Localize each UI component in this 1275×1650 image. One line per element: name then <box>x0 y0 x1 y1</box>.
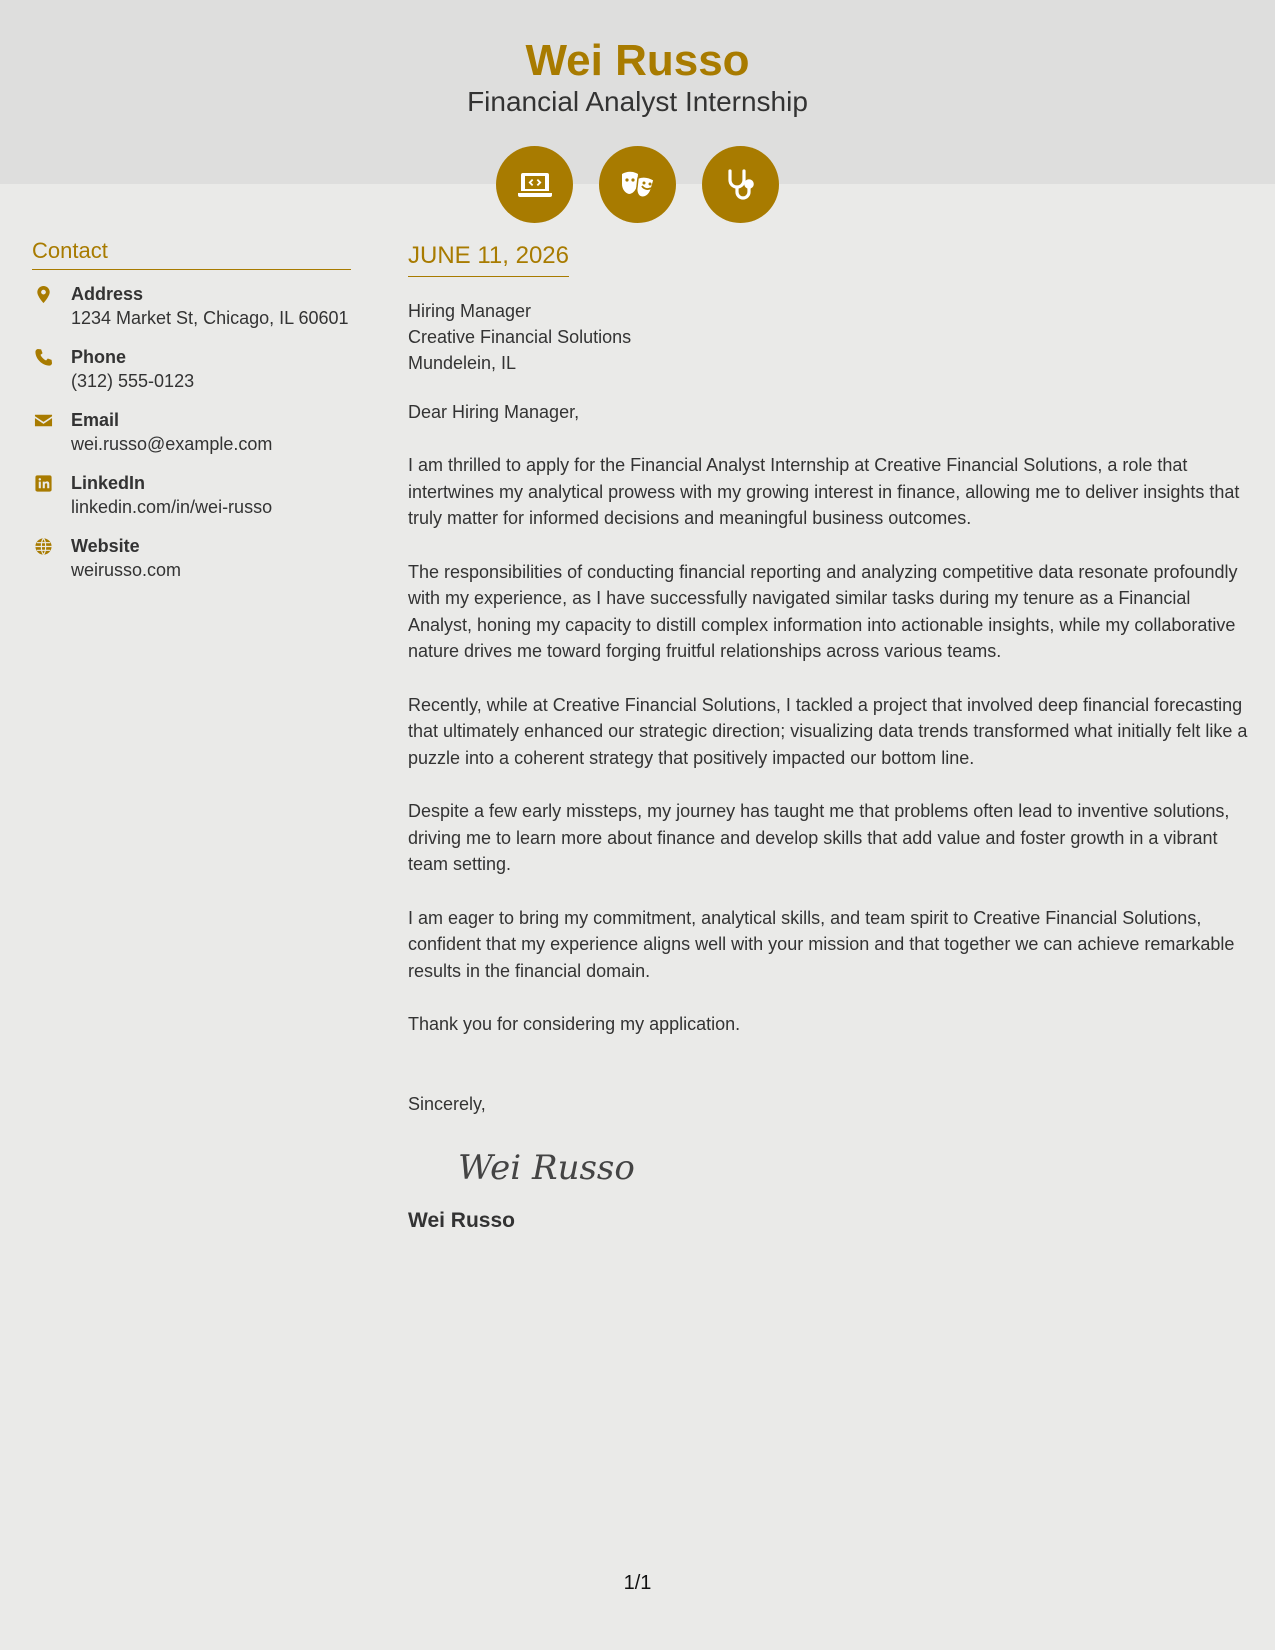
recipient-block <box>408 298 1253 376</box>
contact-label: Phone <box>71 347 127 367</box>
contact-value: wei.russo@example.com <box>71 434 273 454</box>
letter-paragraph: I am eager to bring my commitment, analytical skills, and team spirit to Creative Financial Solutions, confident that my experience aligns well with your mission and that together we can achieve remarkable results in the financial domain. <box>408 907 1235 981</box>
envelope-icon <box>34 411 53 430</box>
letter-paragraph: I am thrilled to apply for the Financial Analyst Internship at Creative Financial Solutions, a role that intertwines my analytical prowess with my growing interest in finance, allowing me to deliver insights that truly matter for informed decisions and meaningful business outcomes. <box>408 455 1240 528</box>
linkedin-icon <box>34 474 53 493</box>
recipient-line: Hiring Manager <box>408 301 532 321</box>
letter-paragraph: The responsibilities of conducting financial reporting and analyzing competitive data resonate profoundly with my experience, as I have successfully navigated similar tasks during my tenure as a Financial Analyst, honing my capacity to distill complex information into actionable insights, while my collaborative nature drives me toward forging fruitful relationships across various teams. <box>408 561 1238 661</box>
salutation: Dear Hiring Manager, <box>408 402 580 422</box>
contact-phone <box>32 345 351 393</box>
contact-label: LinkedIn <box>71 473 146 493</box>
stethoscope-icon <box>702 146 779 223</box>
contact-value: linkedin.com/in/wei-russo <box>71 497 273 517</box>
laptop-code-icon <box>496 146 573 223</box>
contact-value: weirusso.com <box>71 560 182 580</box>
letter-date: JUNE 11, 2026 <box>408 242 569 277</box>
contact-label: Email <box>71 410 120 430</box>
letter-paragraph: Recently, while at Creative Financial Solutions, I tackled a project that involved deep financial forecasting that ultimately enhanced our strategic direction; visualizing data trends transformed what initially felt like a puzzle into a coherent strategy that positively impacted our bottom line. <box>408 694 1248 768</box>
recipient-line: Mundelein, IL <box>408 353 517 373</box>
interest-icons <box>496 146 779 223</box>
recipient-line: Creative Financial Solutions <box>408 327 632 347</box>
contact-linkedin <box>32 471 351 519</box>
contact-value: (312) 555-0123 <box>71 371 195 391</box>
globe-icon <box>34 537 53 556</box>
page-number: 1/1 <box>623 1572 652 1594</box>
phone-icon <box>34 348 53 367</box>
contact-address <box>32 282 351 330</box>
contact-email <box>32 408 351 456</box>
theater-masks-icon <box>599 146 676 223</box>
job-title: Financial Analyst Internship <box>467 86 808 117</box>
applicant-name: Wei Russo <box>525 36 750 85</box>
letter-body <box>408 242 1253 1233</box>
contact-sidebar <box>32 238 351 597</box>
contact-website <box>32 534 351 582</box>
signature-text: Wei Russo <box>458 1147 635 1188</box>
closing: Sincerely, <box>408 1093 486 1114</box>
signature <box>453 1137 653 1197</box>
contact-heading: Contact <box>32 238 351 270</box>
signer-name: Wei Russo <box>408 1208 515 1232</box>
contact-label: Address <box>71 284 144 304</box>
letter-paragraph: Despite a few early missteps, my journey has taught me that problems often lead to inventive solutions, driving me to learn more about finance and develop skills that add value and foster growth in a vibrant team setting. <box>408 801 1230 874</box>
contact-value: 1234 Market St, Chicago, IL 60601 <box>71 308 349 328</box>
contact-list <box>32 282 351 582</box>
letter-paragraph: Thank you for considering my application. <box>408 1014 741 1034</box>
contact-label: Website <box>71 536 140 556</box>
map-marker-icon <box>34 285 53 304</box>
